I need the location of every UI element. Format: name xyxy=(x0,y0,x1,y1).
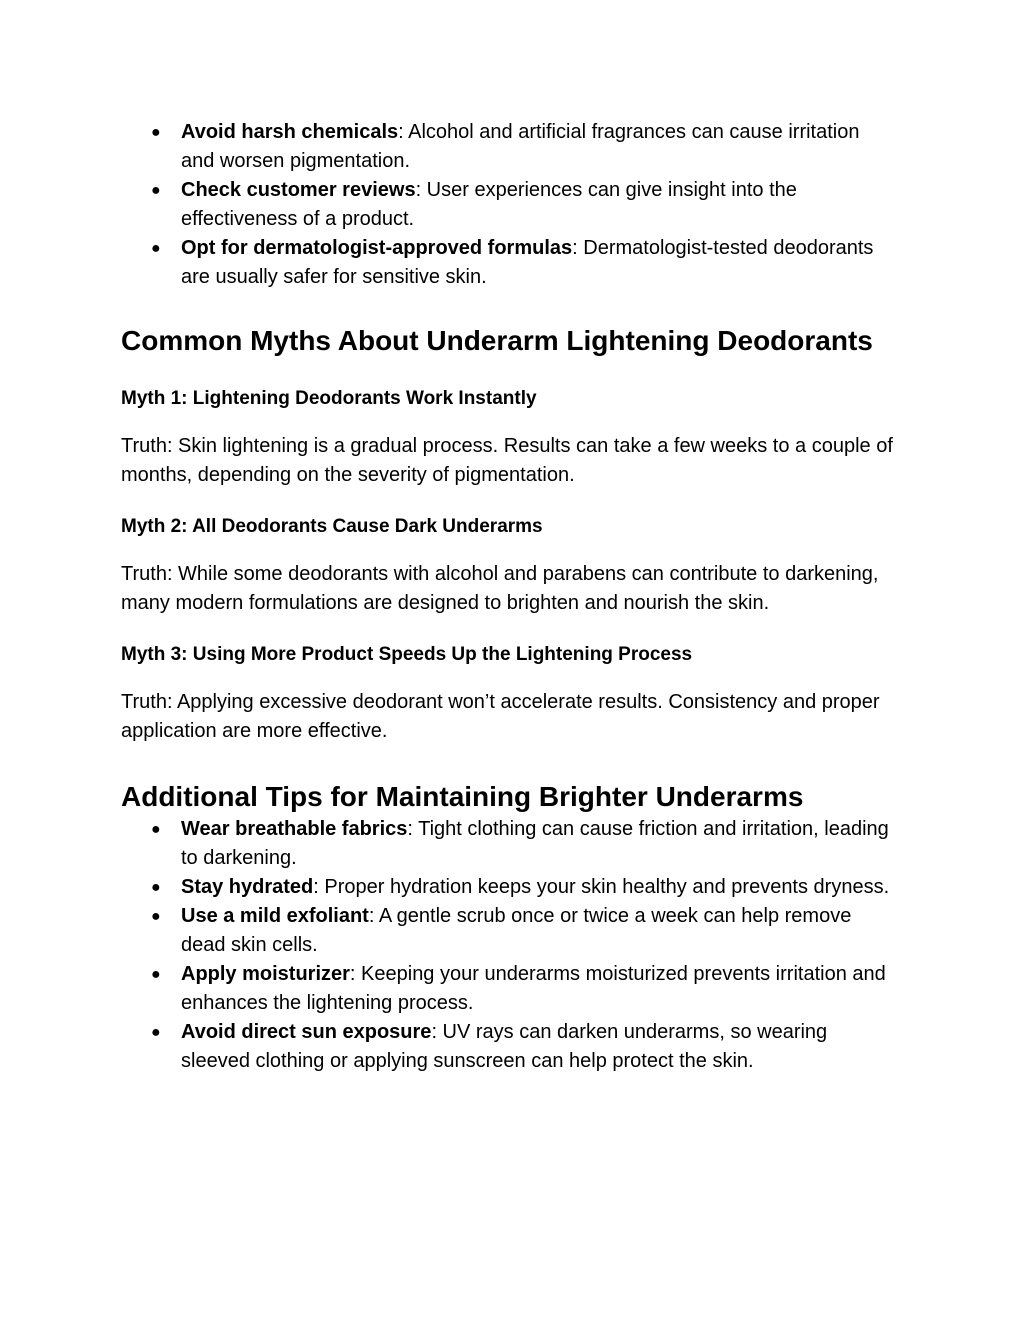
myth-truth: Truth: Applying excessive deodorant won’t accelerate results. Consistency and proper application are more effective. xyxy=(121,691,880,742)
section-heading-myths: Common Myths About Underarm Lightening Deodorants xyxy=(121,325,873,356)
list-item xyxy=(121,873,896,902)
myth-truth: Truth: While some deodorants with alcohol and parabens can contribute to darkening, many modern formulations are designed to brighten and nourish the skin. xyxy=(121,563,879,614)
list-item-text: : Keeping your underarms moisturized prevents irritation and enhances the lightening process. xyxy=(181,963,886,1014)
myth-title: Myth 3: Using More Product Speeds Up the Lightening Process xyxy=(121,644,693,665)
bullet-icon: ● xyxy=(151,821,161,838)
bullet-icon: ● xyxy=(151,240,161,257)
myth-title: Myth 1: Lightening Deodorants Work Instantly xyxy=(121,388,537,409)
list-item-text: : Tight clothing can cause friction and irritation, leading to darkening. xyxy=(181,818,889,869)
list-item-bold: Wear breathable fabrics xyxy=(181,818,408,840)
list-item-text: : A gentle scrub once or twice a week can help remove dead skin cells. xyxy=(181,905,852,956)
list-item xyxy=(121,815,896,873)
list-item-bold: Use a mild exfoliant xyxy=(181,905,369,927)
bullet-icon: ● xyxy=(151,124,161,141)
list-item xyxy=(121,118,896,176)
list-item-text: : User experiences can give insight into the effectiveness of a product. xyxy=(181,179,797,230)
myth-truth: Truth: Skin lightening is a gradual process. Results can take a few weeks to a couple of months, depending on the severity of pigmentation. xyxy=(121,435,893,486)
section-heading-tips: Additional Tips for Maintaining Brighter Underarms xyxy=(121,781,804,812)
list-item xyxy=(121,234,896,292)
list-item xyxy=(121,902,896,960)
list-item-text: : Dermatologist-tested deodorants are usually safer for sensitive skin. xyxy=(181,237,874,288)
bullet-icon: ● xyxy=(151,182,161,199)
bullet-icon: ● xyxy=(151,1024,161,1041)
list-item-bold: Check customer reviews xyxy=(181,179,416,201)
list-item xyxy=(121,1018,896,1076)
list-item-bold: Avoid harsh chemicals xyxy=(181,121,399,143)
list-item-text: : UV rays can darken underarms, so wearing sleeved clothing or applying sunscreen can help protect the skin. xyxy=(181,1021,828,1072)
list-item-bold: Opt for dermatologist-approved formulas xyxy=(181,237,573,259)
document-content xyxy=(121,118,896,1076)
list-item xyxy=(121,960,896,1018)
buying-tips-list xyxy=(121,118,896,292)
bullet-icon: ● xyxy=(151,879,161,896)
list-item-text: : Proper hydration keeps your skin healthy and prevents dryness. xyxy=(313,876,890,898)
myth-title: Myth 2: All Deodorants Cause Dark Underarms xyxy=(121,516,543,537)
bullet-icon: ● xyxy=(151,908,161,925)
bullet-icon: ● xyxy=(151,966,161,983)
list-item-bold: Stay hydrated xyxy=(181,876,314,898)
list-item-bold: Apply moisturizer xyxy=(181,963,350,985)
list-item xyxy=(121,176,896,234)
list-item-bold: Avoid direct sun exposure xyxy=(181,1021,432,1043)
maintenance-tips-list xyxy=(121,815,896,1076)
list-item-text: : Alcohol and artificial fragrances can cause irritation and worsen pigmentation. xyxy=(181,121,860,172)
